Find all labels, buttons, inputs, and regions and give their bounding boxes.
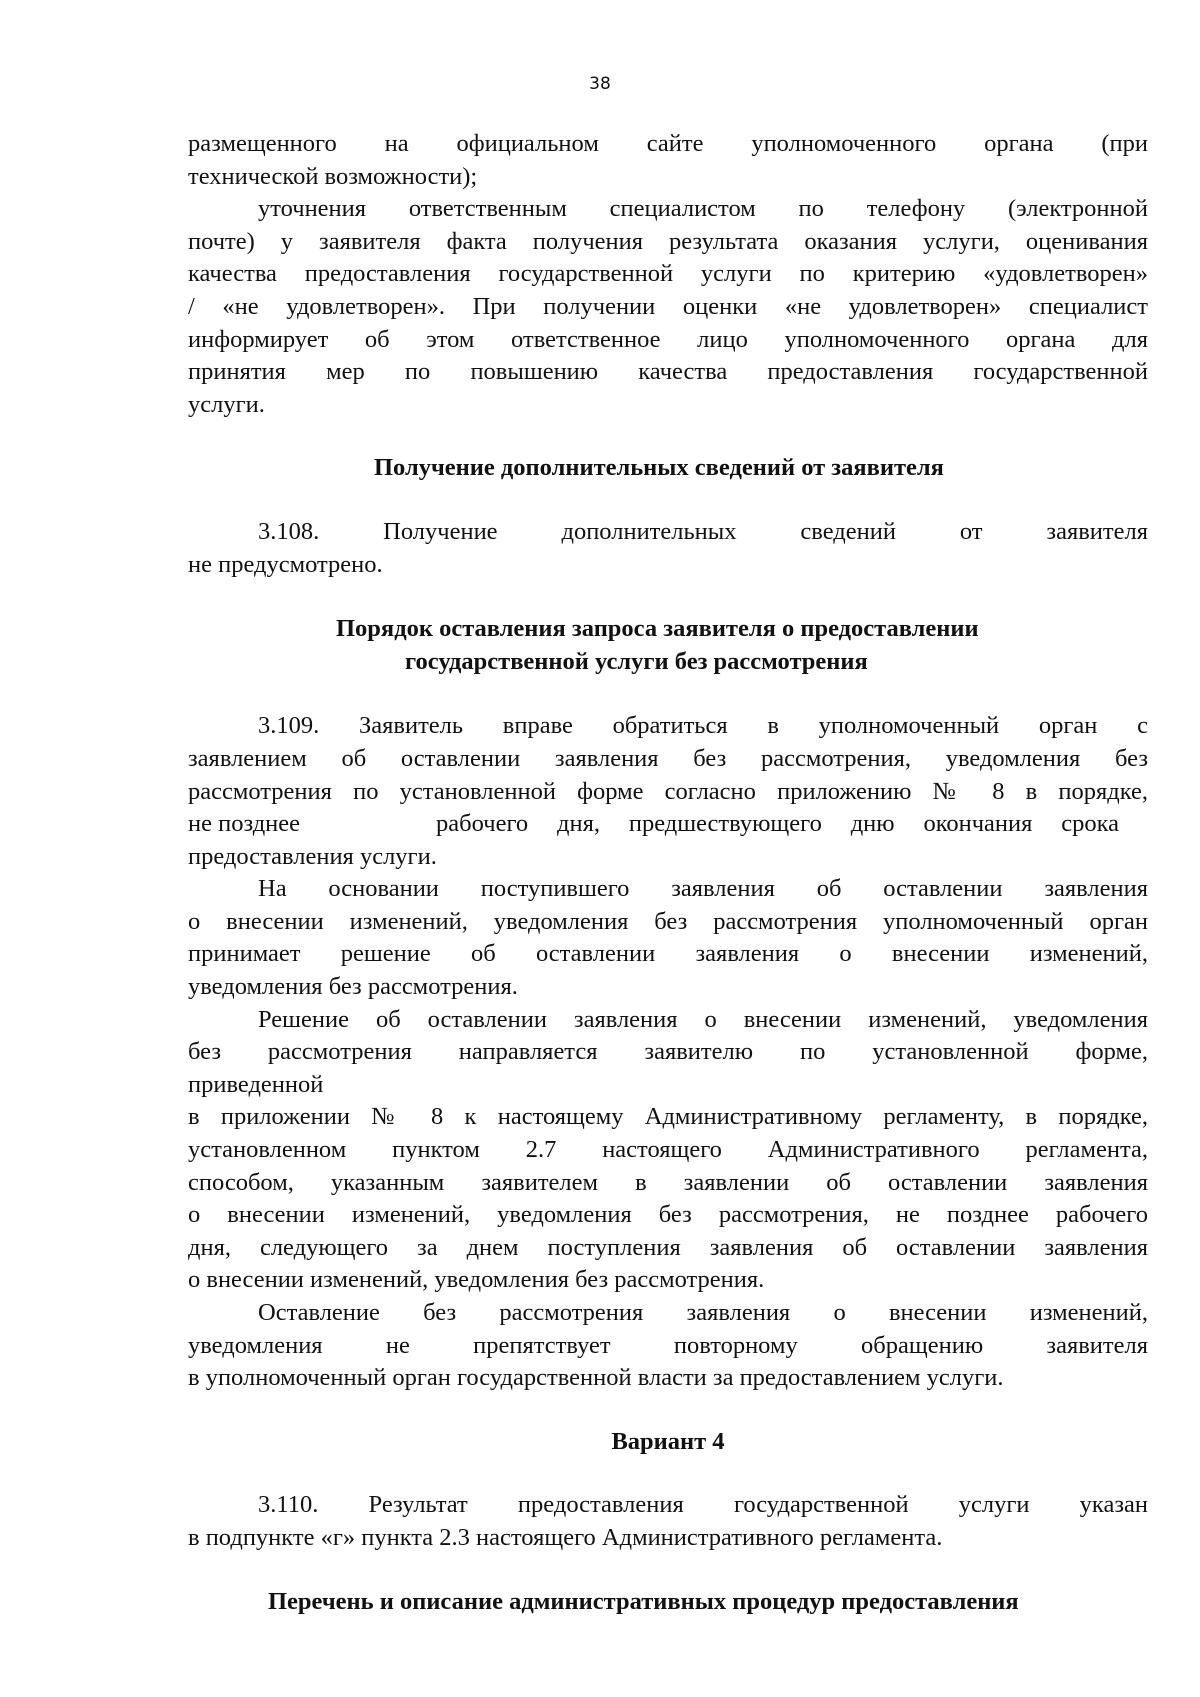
section-heading: Перечень и описание административных процедур предоставления: [268, 1587, 1019, 1615]
paragraph-line: о внесении изменений, уведомления без рассмотрения уполномоченный орган: [188, 907, 1148, 935]
paragraph-line: почте) у заявителя факта получения результата оказания услуги, оценивания: [188, 227, 1148, 255]
section-heading: государственной услуги без рассмотрения: [405, 647, 868, 675]
paragraph-line: 3.108. Получение дополнительных сведений от заявителя: [258, 517, 1148, 545]
paragraph-line: Решение об оставлении заявления о внесении изменений, уведомления: [258, 1005, 1148, 1033]
section-heading: Получение дополнительных сведений от заявителя: [374, 454, 944, 482]
paragraph-line: предоставления услуги.: [188, 842, 437, 870]
paragraph-line: услуги.: [188, 390, 265, 418]
paragraph-line: уведомления без рассмотрения.: [188, 973, 518, 1001]
paragraph-line: не предусмотрено.: [188, 550, 383, 578]
deadline-prefix: не позднее: [188, 810, 301, 838]
page-content: [188, 128, 1148, 1618]
paragraph-line: о внесении изменений, уведомления без рассмотрения.: [188, 1266, 765, 1294]
deadline-suffix: рабочего дня, предшествующего дню окончания срока: [436, 810, 1120, 838]
paragraph-line: Оставление без рассмотрения заявления о внесении изменений,: [258, 1299, 1148, 1326]
paragraph-line: информирует об этом ответственное лицо уполномоченного органа для: [188, 325, 1148, 353]
paragraph-line: уведомления не препятствует повторному обращению заявителя: [188, 1331, 1148, 1359]
paragraph-line: принимает решение об оставлении заявления о внесении изменений,: [188, 940, 1148, 968]
paragraph-line: размещенного на официальном сайте уполномоченного органа (при: [188, 130, 1148, 157]
paragraph-line: На основании поступившего заявления об оставлении заявления: [258, 875, 1148, 903]
paragraph-line: в подпункте «г» пункта 2.3 настоящего Административного регламента.: [188, 1523, 943, 1551]
paragraph-line: уточнения ответственным специалистом по телефону (электронной: [258, 195, 1148, 223]
paragraph-line: рассмотрения по установленной форме согласно приложению № 8 в порядке,: [188, 777, 1148, 805]
paragraph-line: способом, указанным заявителем в заявлении об оставлении заявления: [188, 1168, 1148, 1196]
paragraph-line: заявлением об оставлении заявления без рассмотрения, уведомления без: [188, 744, 1148, 772]
paragraph-line: технической возможности);: [188, 162, 478, 190]
paragraph-line: установленном пунктом 2.7 настоящего Административного регламента,: [188, 1136, 1148, 1164]
paragraph-line: принятия мер по повышению качества предоставления государственной: [188, 358, 1148, 386]
section-heading: Вариант 4: [611, 1427, 725, 1455]
paragraph-line: в приложении № 8 к настоящему Административному регламенту, в порядке,: [188, 1103, 1148, 1131]
paragraph-line: 3.109. Заявитель вправе обратиться в уполномоченный орган с: [258, 712, 1148, 740]
paragraph-line: приведенной: [188, 1070, 324, 1098]
paragraph-line: / «не удовлетворен». При получении оценки «не удовлетворен» специалист: [188, 292, 1148, 320]
page-number: 38: [589, 74, 611, 94]
paragraph-line: дня, следующего за днем поступления заявления об оставлении заявления: [188, 1233, 1148, 1261]
paragraph-line: [188, 808, 1148, 841]
paragraph-line: о внесении изменений, уведомления без рассмотрения, не позднее рабочего: [188, 1201, 1148, 1229]
paragraph-line: качества предоставления государственной услуги по критерию «удовлетворен»: [188, 260, 1148, 288]
section-heading: Порядок оставления запроса заявителя о предоставлении: [336, 615, 979, 643]
paragraph-line: 3.110. Результат предоставления государственной услуги указан: [258, 1491, 1148, 1519]
paragraph-line: без рассмотрения направляется заявителю по установленной форме,: [188, 1038, 1148, 1066]
paragraph-line: в уполномоченный орган государственной власти за предоставлением услуги.: [188, 1364, 1004, 1392]
